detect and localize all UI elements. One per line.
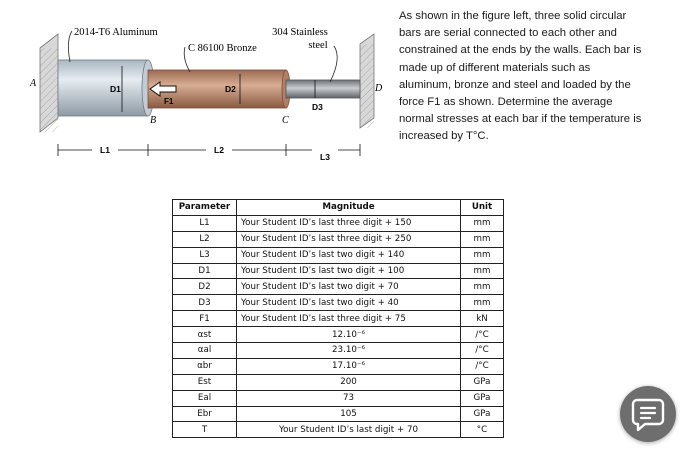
unit-cell: GPa [461, 390, 504, 406]
table-row [173, 422, 504, 438]
wall-a-label: A [30, 78, 37, 89]
header-unit: Unit [461, 200, 504, 216]
d1-label: D1 [110, 84, 121, 94]
parameter-cell: αal [173, 343, 237, 359]
steel-leader [330, 46, 337, 82]
table-row [173, 215, 504, 231]
unit-cell: /°C [461, 343, 504, 359]
aluminum-bar [58, 60, 154, 116]
parameter-cell: Eal [173, 390, 237, 406]
point-b-label: B [150, 115, 157, 126]
unit-cell: /°C [461, 327, 504, 343]
unit-cell: kN [461, 311, 504, 327]
parameter-cell: αst [173, 327, 237, 343]
table-row [173, 311, 504, 327]
parameter-cell: D1 [173, 263, 237, 279]
right-wall [360, 34, 374, 128]
parameter-cell: D2 [173, 279, 237, 295]
header-parameter: Parameter [173, 200, 237, 216]
magnitude-cell: 200 [237, 374, 461, 390]
magnitude-cell: Your Student ID’s last three digit + 150 [237, 215, 461, 231]
wall-d-label: D [375, 83, 383, 94]
magnitude-cell: Your Student ID’s last two digit + 70 [237, 279, 461, 295]
steel-label-line2: steel [308, 40, 328, 51]
unit-cell: /°C [461, 358, 504, 374]
magnitude-cell: 12.10⁻⁶ [237, 327, 461, 343]
d2-label: D2 [225, 84, 236, 94]
chat-transcript-button[interactable] [620, 386, 676, 442]
l3-label: L3 [320, 152, 330, 162]
aluminum-label: 2014-T6 Aluminum [74, 27, 158, 38]
parameter-cell: D3 [173, 295, 237, 311]
parameter-cell: αbr [173, 358, 237, 374]
point-c-label: C [282, 115, 289, 126]
unit-cell: GPa [461, 374, 504, 390]
table-row [173, 358, 504, 374]
parameter-cell: Ebr [173, 406, 237, 422]
problem-statement: As shown in the figure left, three solid circular bars are serial connected to each other and constrained at the ends by the walls. Each bar is made up of different materials such as aluminum, bronze and steel and loaded by the force F1 as shown. Determine the average normal stresses at each bar if the temperature is increased by T°C. [399, 10, 642, 143]
parameter-cell: T [173, 422, 237, 438]
magnitude-cell: 17.10⁻⁶ [237, 358, 461, 374]
unit-cell: mm [461, 263, 504, 279]
table-row [173, 390, 504, 406]
table-row [173, 247, 504, 263]
magnitude-cell: Your Student ID’s last digit + 70 [237, 422, 461, 438]
magnitude-cell: Your Student ID’s last two digit + 140 [237, 247, 461, 263]
magnitude-cell: 105 [237, 406, 461, 422]
unit-cell: mm [461, 215, 504, 231]
parameter-cell: L2 [173, 231, 237, 247]
chat-transcript-icon [620, 386, 676, 442]
magnitude-cell: 23.10⁻⁶ [237, 343, 461, 359]
parameter-cell: Est [173, 374, 237, 390]
header-magnitude: Magnitude [237, 200, 461, 216]
unit-cell: mm [461, 295, 504, 311]
l2-label: L2 [214, 145, 224, 155]
table-header-row [173, 200, 504, 216]
unit-cell: mm [461, 279, 504, 295]
table-row [173, 327, 504, 343]
magnitude-cell: Your Student ID’s last two digit + 40 [237, 295, 461, 311]
d3-label: D3 [312, 102, 323, 112]
unit-cell: mm [461, 231, 504, 247]
magnitude-cell: Your Student ID’s last two digit + 100 [237, 263, 461, 279]
parameter-cell: F1 [173, 311, 237, 327]
f1-label: F1 [164, 97, 174, 106]
unit-cell: mm [461, 247, 504, 263]
left-wall [40, 34, 58, 132]
magnitude-cell: Your Student ID’s last three digit + 75 [237, 311, 461, 327]
parameter-cell: L1 [173, 215, 237, 231]
table-row [173, 263, 504, 279]
table-row [173, 406, 504, 422]
table-row [173, 279, 504, 295]
steel-bar [286, 80, 360, 98]
unit-cell: GPa [461, 406, 504, 422]
table-row [173, 231, 504, 247]
steel-label-line1: 304 Stainless [272, 27, 328, 38]
aluminum-leader [68, 31, 72, 62]
parameter-table [172, 199, 504, 438]
parameter-cell: L3 [173, 247, 237, 263]
l1-label: L1 [100, 145, 110, 155]
unit-cell: °C [461, 422, 504, 438]
composite-bar-figure [0, 0, 390, 185]
table-row [173, 295, 504, 311]
table-row [173, 374, 504, 390]
bronze-label: C 86100 Bronze [188, 43, 257, 54]
magnitude-cell: Your Student ID’s last three digit + 250 [237, 231, 461, 247]
table-row [173, 343, 504, 359]
magnitude-cell: 73 [237, 390, 461, 406]
